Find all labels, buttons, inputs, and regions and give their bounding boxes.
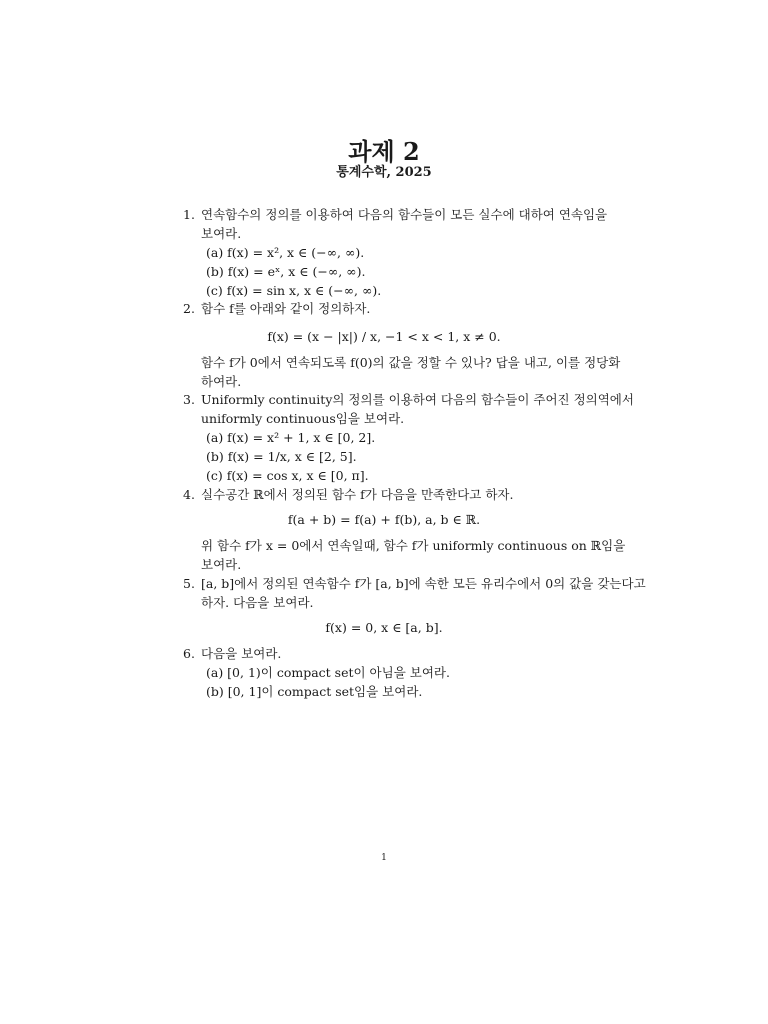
problem-5-text: [a, b]에서 정의된 연속함수 f가 [a, b]에 속한 모든 유리수에서 0의 값을 갖는다고 [201,576,646,591]
problem-4-equation: f(a + b) = f(a) + f(b), a, b ∈ ℝ. [287,512,481,527]
problem-5-text: 하자. 다음을 보여라. [201,595,314,610]
problem-4-text: 위 함수 f가 x = 0에서 연속일때, 함수 f가 uniformly continuous on ℝ임을 [201,538,626,553]
problem-4-text: 보여라. [201,557,242,572]
problem-6-subitem: (b) [0, 1]이 compact set임을 보여라. [206,684,423,699]
problem-6-subitem: (a) [0, 1)이 compact set이 아님을 보여라. [206,665,450,680]
problem-1-text: 보여라. [201,226,242,241]
page-number: 1 [381,853,387,863]
problem-3-subitem: (b) f(x) = 1/x, x ∈ [2, 5]. [206,449,357,464]
problem-4-number: 4. [183,487,195,502]
problem-3-number: 3. [183,392,195,407]
problem-1-subitem: (b) f(x) = eˣ, x ∈ (−∞, ∞). [206,264,366,279]
problem-2-text: 하여라. [201,374,242,389]
page-subtitle: 통계수학, 2025 [336,165,432,180]
problem-2-number: 2. [183,301,195,316]
problem-3-subitem: (a) f(x) = x² + 1, x ∈ [0, 2]. [206,430,376,445]
problem-1-number: 1. [183,207,195,222]
problem-6-number: 6. [183,646,195,661]
problem-5-equation: f(x) = 0, x ∈ [a, b]. [325,620,443,635]
problem-3-subitem: (c) f(x) = cos x, x ∈ [0, π]. [206,468,369,483]
problem-2-text: 함수 f를 아래와 같이 정의하자. [201,301,371,316]
problem-3-text: Uniformly continuity의 정의를 이용하여 다음의 함수들이 주어진 정의역에서 [201,392,634,407]
problem-1-text: 연속함수의 정의를 이용하여 다음의 함수들이 모든 실수에 대하여 연속임을 [201,207,608,222]
problem-3-text: uniformly continuous임을 보여라. [201,411,405,426]
problem-1-subitem: (a) f(x) = x², x ∈ (−∞, ∞). [206,245,365,260]
problem-2-equation: f(x) = (x − |x|) / x, −1 < x < 1, x ≠ 0. [267,329,501,344]
problem-6-text: 다음을 보여라. [201,646,282,661]
problem-1-subitem: (c) f(x) = sin x, x ∈ (−∞, ∞). [206,283,382,298]
page-title: 과제 2 [348,137,420,166]
problem-4-text: 실수공간 ℝ에서 정의된 함수 f가 다음을 만족한다고 하자. [201,487,514,502]
problem-5-number: 5. [183,576,195,591]
problem-2-text: 함수 f가 0에서 연속되도록 f(0)의 값을 정할 수 있나? 답을 내고, 이를 정당화 [201,355,621,370]
